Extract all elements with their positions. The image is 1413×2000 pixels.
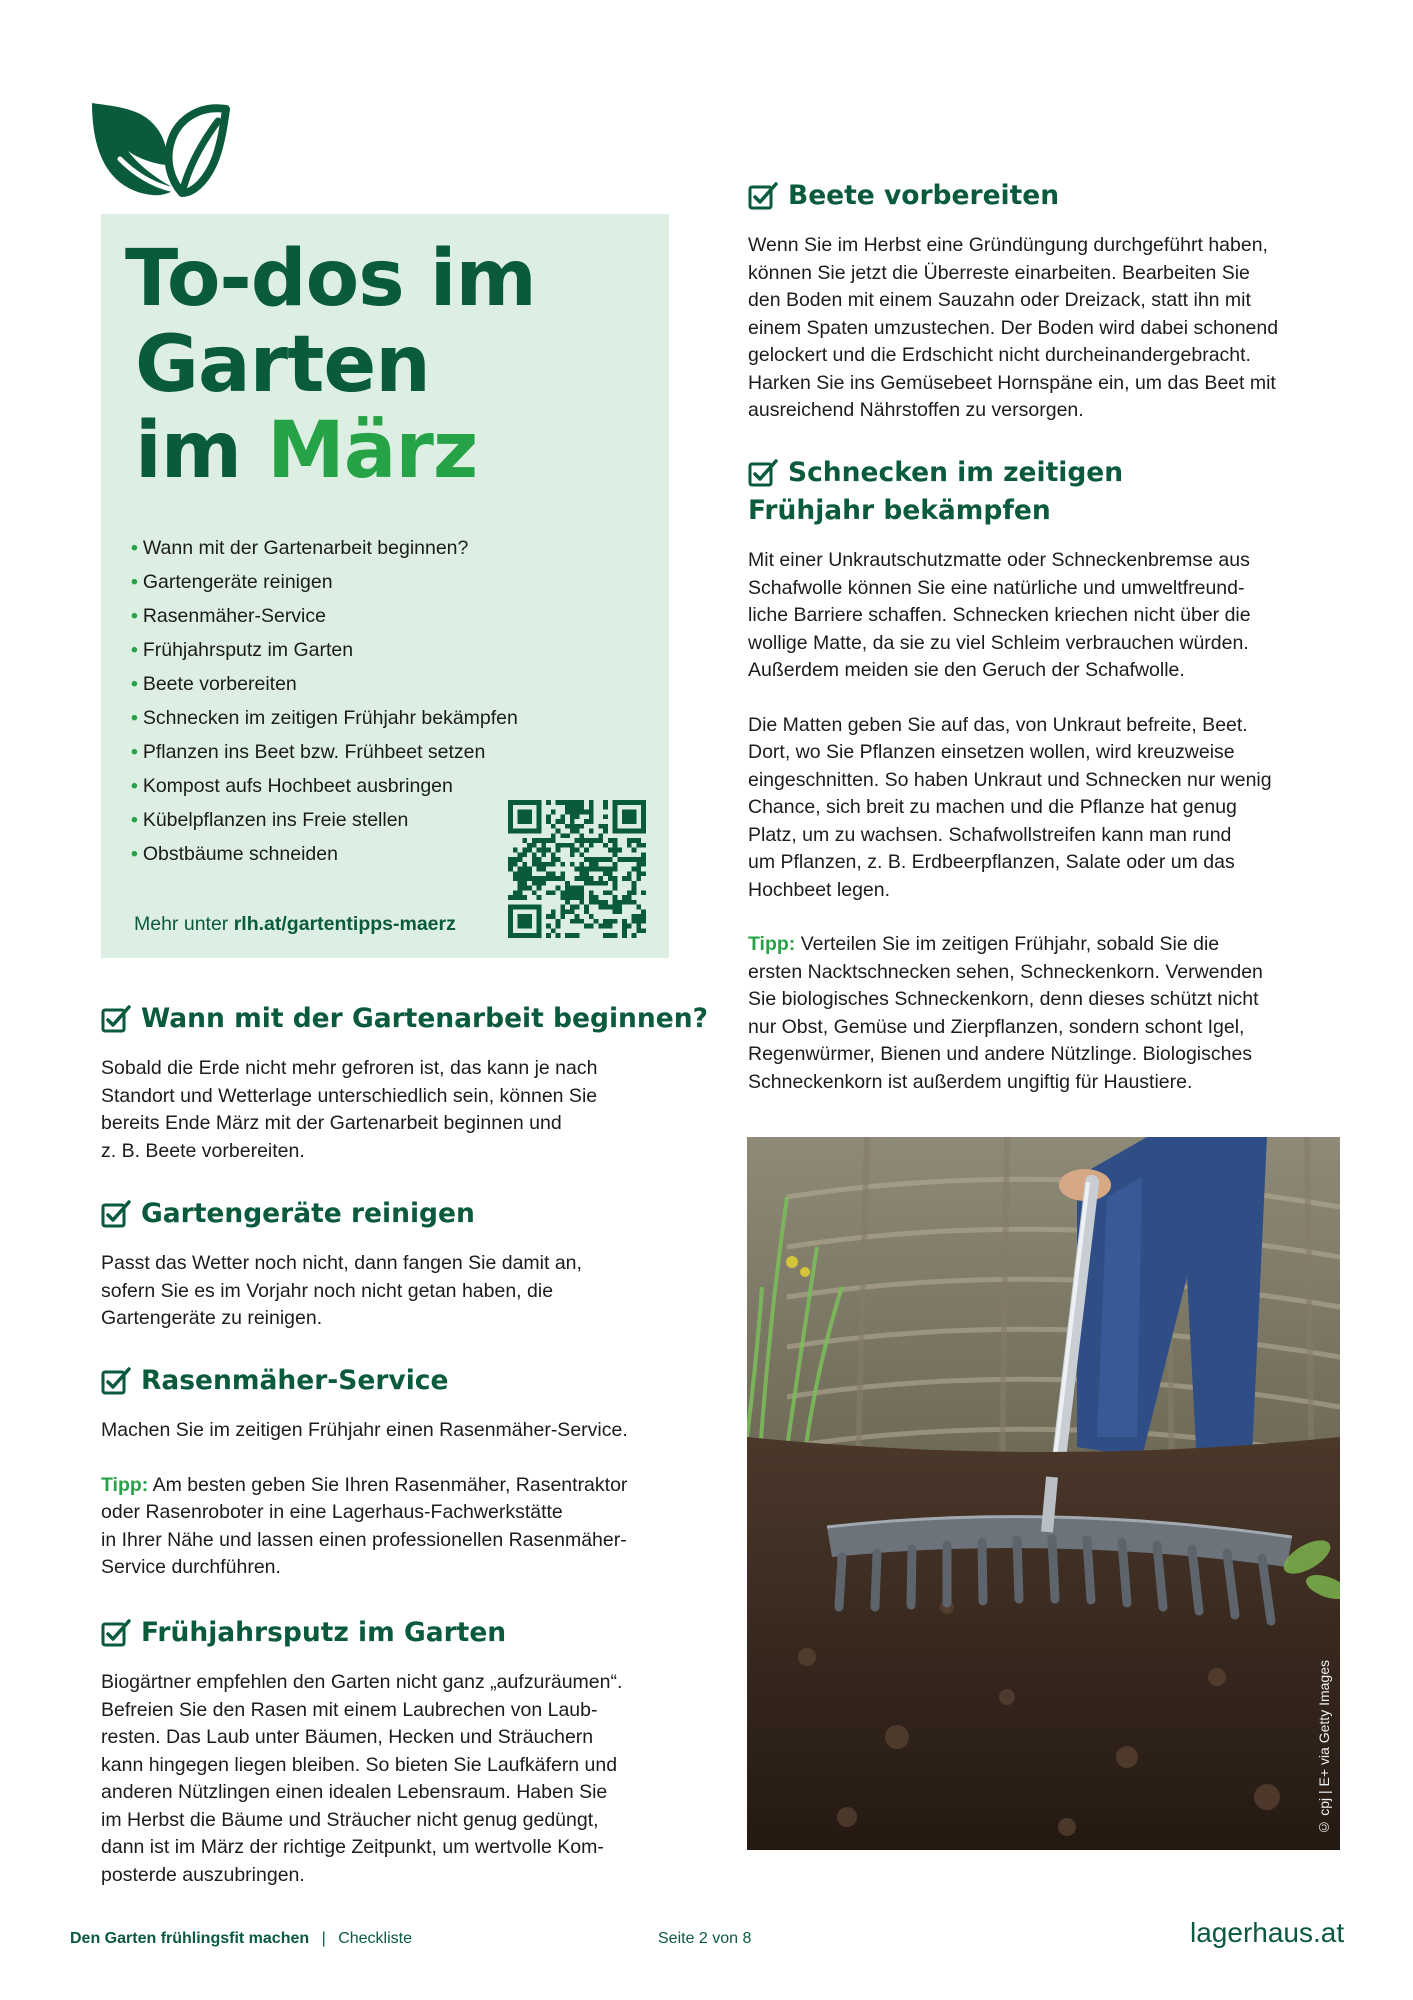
heading-line-2: Frühjahr bekämpfen [748,495,1051,526]
body-line: bereits Ende März mit der Gartenarbeit beginnen und [101,1112,562,1134]
body-line: um Pflanzen, z. B. Erdbeerpflanzen, Salate oder um das [748,851,1235,873]
body-line: Hochbeet legen. [748,878,891,901]
todo-list-item: • Frühjahrsputz im Garten [131,639,354,661]
section-heading-text [748,454,1124,530]
qr-code-icon[interactable] [508,800,646,938]
checkbox-check-icon [748,182,778,210]
body-line: Schafwolle können Sie eine natürliche und umweltfreund- [748,576,1245,599]
section-heading-text: Gartengeräte reinigen [141,1198,475,1229]
body-line: Mit einer Unkrautschutzmatte oder Schneckenbremse aus [748,549,1250,571]
body-line: Gartengeräte zu reinigen. [101,1307,323,1329]
more-info-prefix: Mehr unter [134,913,234,935]
section-rasenmaeher-service [101,1362,671,1582]
section-body [101,1669,671,1889]
body-line: ausreichend Nährstoffen zu versorgen. [748,399,1084,421]
body-line: z. B. Beete vorbereiten. [101,1139,305,1162]
section-heading-text: Beete vorbereiten [788,180,1060,211]
body-line: ersten Nacktschnecken sehen, Schneckenkorn. Verwenden [748,960,1263,983]
section-fruehjahrsputz [101,1614,671,1889]
section-heading-text: Rasenmäher-Service [141,1365,449,1396]
body-line: liche Barriere schaffen. Schnecken kriechen nicht über die [748,604,1251,626]
tip-label: Tipp: [101,1473,149,1496]
footer-title: Den Garten frühlingsfit machen [70,1930,310,1947]
checkbox-check-icon [101,1005,131,1033]
title-line-3 [125,408,536,494]
todo-list-item: • Beete vorbereiten [131,673,297,695]
todo-list [131,531,518,871]
section-body [748,232,1338,425]
title-line-3-prefix: im [135,406,268,496]
body-line: Biogärtner empfehlen den Garten nicht ganz „aufzuräumen“. [101,1671,623,1693]
section-gartengeraete-reinigen [101,1195,671,1333]
todo-list-item: • Wann mit der Gartenarbeit beginnen? [131,537,469,559]
section-heading [101,1000,708,1038]
garden-rake-photo [747,1137,1340,1850]
section-body [101,1055,671,1165]
page-number: Seite 2 von 8 [658,1930,752,1947]
footer-separator: | [321,1930,326,1947]
tip-line: Tipp: Am besten geben Sie Ihren Rasenmäher, Rasentraktor [101,1473,628,1496]
body-line: Dort, wo Sie Pflanzen einsetzen wollen, wird kreuzweise [748,741,1235,763]
body-line: wollige Matte, da sie zu viel Schleim verbrauchen würden. [748,631,1249,654]
body-line: Standort und Wetterlage unterschiedlich sein, können Sie [101,1084,598,1107]
checkbox-check-icon [101,1619,131,1647]
body-line: können Sie jetzt die Überreste einarbeiten. Bearbeiten Sie [748,261,1250,284]
todo-list-item: • Kompost aufs Hochbeet ausbringen [131,775,453,797]
body-line: Service durchführen. [101,1556,281,1578]
tip-label: Tipp: [748,933,796,955]
heading-line-1: Schnecken im zeitigen [788,457,1124,488]
body-line: eingeschnitten. So haben Unkraut und Schnecken nur wenig [748,768,1272,791]
body-line: Platz, um zu wachsen. Schafwollstreifen kann man rund [748,823,1232,846]
more-info-link[interactable]: rlh.at/gartentipps-maerz [233,913,456,935]
todo-list-item: • Obstbäume schneiden [131,843,338,865]
todo-list-item: • Gartengeräte reinigen [131,571,333,593]
body-line: kann hingegen liegen bleiben. So bieten Sie Laufkäfern und [101,1753,618,1776]
body-line: Harken Sie ins Gemüsebeet Hornspäne ein, um das Beet mit [748,371,1276,394]
section-heading [101,1362,671,1400]
section-heading-text: Wann mit der Gartenarbeit beginnen? [141,1003,708,1034]
body-line: Sobald die Erde nicht mehr gefroren ist, das kann je nach [101,1057,598,1079]
todo-list-item: • Pflanzen ins Beet bzw. Frühbeet setzen [131,741,486,763]
body-line: Die Matten geben Sie auf das, von Unkraut befreite, Beet. [748,713,1248,736]
body-line: Schneckenkorn ist außerdem ungiftig für Haustiere. [748,1070,1193,1093]
checkbox-check-icon [101,1200,131,1228]
title-line-1: To-dos im [125,234,536,324]
lagerhaus-leaf-logo-icon [90,95,230,200]
checkbox-check-icon [101,1367,131,1395]
todo-list-item: • Schnecken im zeitigen Frühjahr bekämpfen [131,707,518,729]
todo-list-item: • Rasenmäher-Service [131,605,326,627]
section-heading [748,454,1338,530]
body-line: Außerdem meiden sie den Geruch der Schafwolle. [748,659,1185,681]
body-line: Passt das Wetter noch nicht, dann fangen Sie damit an, [101,1252,582,1274]
tip-line: Tipp: Verteilen Sie im zeitigen Frühjahr, sobald Sie die [748,933,1220,955]
body-line: oder Rasenroboter in eine Lagerhaus-Fachwerkstätte [101,1501,563,1523]
section-body [101,1417,671,1582]
section-heading [101,1195,671,1233]
body-line: im Herbst die Bäume und Sträucher nicht genug gedüngt, [101,1808,599,1831]
body-line: resten. Das Laub unter Bäumen, Hecken und Sträuchern [101,1726,594,1748]
section-heading-text: Frühjahrsputz im Garten [141,1617,507,1648]
page-title [125,236,536,494]
body-line: Wenn Sie im Herbst eine Gründüngung durchgeführt haben, [748,234,1268,256]
body-line: einem Spaten umzustechen. Der Boden wird dabei schonend [748,316,1279,339]
footer-document-title [70,1930,412,1948]
body-line: Chance, sich breit zu machen und die Pflanze hat genug [748,796,1237,818]
body-line: den Boden mit einem Sauzahn oder Dreizack, statt ihn mit [748,289,1251,311]
section-heading [101,1614,671,1652]
section-beete-vorbereiten [748,177,1338,425]
section-body [101,1250,671,1333]
more-info-text [134,913,456,936]
section-body [748,547,1338,1096]
body-line: Regenwürmer, Bienen und andere Nützlinge. Biologisches [748,1043,1253,1065]
footer-subtitle: Checkliste [338,1930,413,1947]
section-schnecken-bekaempfen [748,454,1338,1096]
section-heading [748,177,1338,215]
title-month-accent: März [267,406,478,496]
todo-summary-box [101,214,669,958]
title-line-2: Garten [135,320,430,410]
body-line: in Ihrer Nähe und lassen einen professionellen Rasenmäher- [101,1528,627,1551]
body-line: dann ist im März der richtige Zeitpunkt, um wertvolle Kom- [101,1836,604,1858]
body-line: Befreien Sie den Rasen mit einem Laubrechen von Laub- [101,1698,598,1721]
body-line: sofern Sie es im Vorjahr noch nicht getan haben, die [101,1279,554,1302]
body-line: Sie biologisches Schneckenkorn, denn dieses schützt nicht [748,988,1259,1010]
section-gartenarbeit-beginnen [101,1000,708,1165]
checkbox-check-icon [748,459,778,487]
footer-brand-link[interactable]: lagerhaus.at [1190,1917,1345,1948]
body-line: Machen Sie im zeitigen Frühjahr einen Rasenmäher-Service. [101,1419,628,1441]
body-line: posterde auszubringen. [101,1863,305,1886]
body-line: nur Obst, Gemüse und Zierpflanzen, sondern schont Igel, [748,1015,1245,1038]
todo-list-item: • Kübelpflanzen ins Freie stellen [131,809,409,831]
body-line: anderen Nützlingen einen idealen Lebensraum. Haben Sie [101,1781,608,1803]
body-line: gelockert und die Erdschicht nicht durcheinandergebracht. [748,344,1251,366]
photo-credit: © cpj | E+ via Getty Images [1316,1660,1332,1836]
